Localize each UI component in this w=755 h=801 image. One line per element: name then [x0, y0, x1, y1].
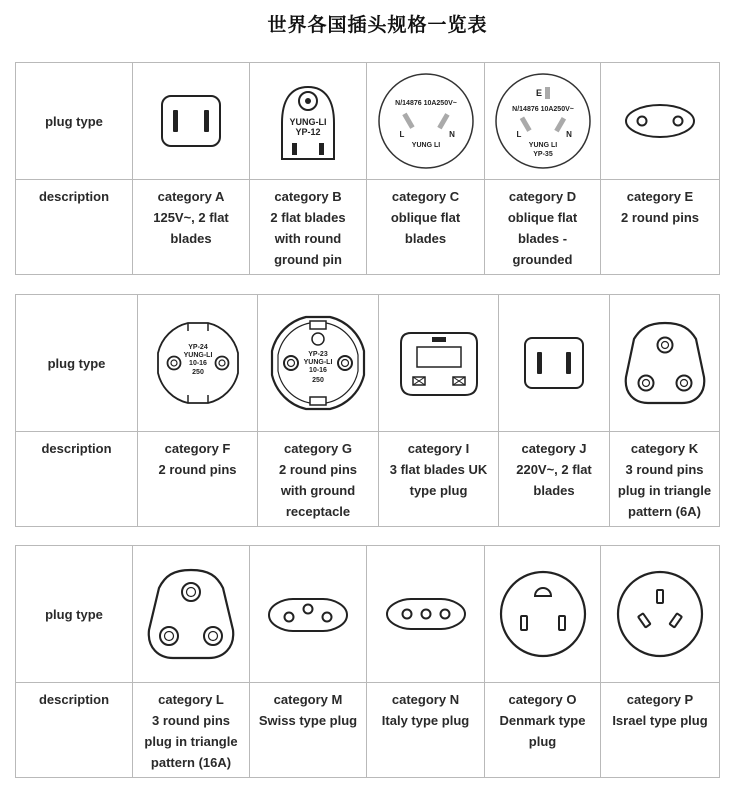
- plug-g-volt: 250: [312, 377, 324, 384]
- desc-line: 2 flat blades: [270, 210, 346, 225]
- plug-c-l: L: [399, 130, 404, 139]
- plug-i-icon: [391, 323, 487, 403]
- desc-line: 2 round pins: [621, 210, 699, 225]
- desc-line: grounded: [512, 252, 573, 267]
- plug-p-icon: [612, 566, 708, 662]
- plug-o-icon: [495, 566, 591, 662]
- plug-d-e: E: [535, 88, 542, 98]
- plug-type-row: [16, 63, 720, 180]
- plug-f-model: YP-24: [187, 344, 208, 351]
- plug-l-icon: [143, 564, 239, 664]
- desc-line: plug in triangle: [617, 483, 712, 498]
- desc-line: blades: [170, 231, 212, 246]
- plug-b-icon: [266, 75, 350, 167]
- desc-cell-d: [485, 180, 601, 275]
- plug-k-icon: [620, 317, 710, 409]
- desc-line: oblique flat: [507, 210, 578, 225]
- desc-line: category G: [284, 441, 352, 456]
- plug-cell-c: [367, 63, 485, 180]
- plug-g-icon: [266, 311, 370, 415]
- desc-line: category D: [508, 189, 577, 204]
- plug-cell-j: [499, 295, 610, 432]
- desc-line: category A: [157, 189, 225, 204]
- desc-line: with ground: [280, 483, 356, 498]
- plug-cell-f: [138, 295, 258, 432]
- desc-line: category O: [508, 692, 577, 707]
- desc-line: category L: [158, 692, 224, 707]
- desc-line: blades: [533, 483, 575, 498]
- plug-cell-i: [379, 295, 499, 432]
- desc-cell-g: [258, 432, 379, 527]
- desc-line: blades: [404, 231, 447, 246]
- desc-line: 3 round pins: [152, 713, 230, 728]
- row-label-plug-type: plug type: [16, 295, 138, 432]
- desc-line: ground pin: [274, 252, 342, 267]
- desc-line: 125V~, 2 flat: [153, 210, 229, 225]
- page-title: 世界各国插头规格一览表: [267, 14, 488, 36]
- plug-d-l: L: [516, 130, 521, 139]
- plug-g-model: YP-23: [308, 351, 328, 358]
- plug-d-rating: N/14876 10A250V~: [511, 106, 574, 113]
- plug-d-brand: YUNG LI: [528, 142, 557, 149]
- plug-n-icon: [381, 593, 471, 635]
- row-label-description: description: [16, 683, 133, 778]
- desc-line: category N: [391, 692, 460, 707]
- plug-m-icon: [263, 591, 353, 637]
- plug-d-n: N: [565, 130, 572, 139]
- description-row: [16, 432, 720, 527]
- desc-line: category M: [273, 692, 343, 707]
- desc-line: 2 round pins: [279, 462, 357, 477]
- plug-cell-p: [601, 546, 720, 683]
- desc-line: pattern (16A): [150, 755, 232, 770]
- desc-line: plug: [528, 734, 557, 749]
- plug-d-icon: [493, 71, 593, 171]
- plug-g-amp: 10-16: [309, 367, 327, 374]
- desc-cell-l: [133, 683, 250, 778]
- desc-line: 220V~, 2 flat: [516, 462, 592, 477]
- desc-line: with round: [274, 231, 342, 246]
- plug-cell-m: [250, 546, 367, 683]
- row-label-plug-type: plug type: [16, 546, 133, 683]
- plug-c-icon: [376, 71, 476, 171]
- desc-line: plug in triangle: [144, 734, 238, 749]
- desc-cell-e: [601, 180, 720, 275]
- plug-f-volt: 250: [191, 369, 204, 376]
- desc-line: 3 round pins: [625, 462, 704, 477]
- plug-f-brand: YUNG-LI: [183, 352, 212, 359]
- plug-cell-n: [367, 546, 485, 683]
- plug-cell-o: [485, 546, 601, 683]
- row-label-description: description: [16, 432, 138, 527]
- desc-cell-k: [610, 432, 720, 527]
- desc-line: category J: [521, 441, 587, 456]
- plug-type-row: [16, 546, 720, 683]
- plug-cell-a: [133, 63, 250, 180]
- plug-d-model: YP-35: [532, 151, 553, 158]
- plug-cell-g: [258, 295, 379, 432]
- plug-cell-k: [610, 295, 720, 432]
- plug-f-icon: [150, 315, 246, 411]
- desc-cell-m: [250, 683, 367, 778]
- plug-type-row: [16, 295, 720, 432]
- plug-j-icon: [519, 332, 589, 394]
- desc-line: 2 round pins: [158, 462, 237, 477]
- desc-line: category E: [626, 189, 694, 204]
- plug-c-n: N: [448, 130, 455, 139]
- desc-line: Israel type plug: [612, 713, 708, 728]
- desc-line: blades -: [517, 231, 568, 246]
- desc-cell-n: [367, 683, 485, 778]
- plug-cell-e: [601, 63, 720, 180]
- desc-cell-a: [133, 180, 250, 275]
- plug-c-brand: YUNG LI: [411, 142, 440, 149]
- desc-cell-o: [485, 683, 601, 778]
- plug-a-icon: [156, 90, 226, 152]
- row-label-plug-type: plug type: [16, 63, 133, 180]
- plug-c-rating: N/14876 10A250V~: [394, 100, 457, 107]
- plug-f-amp: 10-16: [188, 360, 207, 367]
- description-row: [16, 683, 720, 778]
- desc-line: type plug: [409, 483, 468, 498]
- desc-cell-f: [138, 432, 258, 527]
- desc-line: oblique flat: [390, 210, 461, 225]
- plug-b-brand: YUNG-LI: [289, 117, 327, 127]
- desc-line: category K: [630, 441, 699, 456]
- plug-cell-l: [133, 546, 250, 683]
- desc-line: Swiss type plug: [258, 713, 358, 728]
- plug-table-2: [15, 294, 720, 527]
- desc-cell-p: [601, 683, 720, 778]
- plug-e-icon: [620, 101, 700, 141]
- desc-cell-b: [250, 180, 367, 275]
- plug-cell-d: [485, 63, 601, 180]
- desc-line: pattern (6A): [628, 504, 701, 519]
- plug-table-3: [15, 545, 720, 778]
- desc-line: category P: [626, 692, 694, 707]
- desc-line: Denmark type: [499, 713, 586, 728]
- desc-line: category F: [164, 441, 231, 456]
- desc-cell-i: [379, 432, 499, 527]
- desc-line: Italy type plug: [381, 713, 470, 728]
- plug-table-1: [15, 62, 720, 275]
- row-label-description: description: [16, 180, 133, 275]
- desc-line: category I: [407, 441, 470, 456]
- plug-cell-b: [250, 63, 367, 180]
- plug-g-brand: YUNG-LI: [303, 359, 333, 366]
- desc-cell-c: [367, 180, 485, 275]
- plug-b-model: YP-12: [295, 127, 321, 137]
- desc-cell-j: [499, 432, 610, 527]
- desc-line: category C: [391, 189, 460, 204]
- description-row: [16, 180, 720, 275]
- desc-line: 3 flat blades UK: [389, 462, 488, 477]
- desc-line: receptacle: [285, 504, 351, 519]
- desc-line: category B: [274, 189, 342, 204]
